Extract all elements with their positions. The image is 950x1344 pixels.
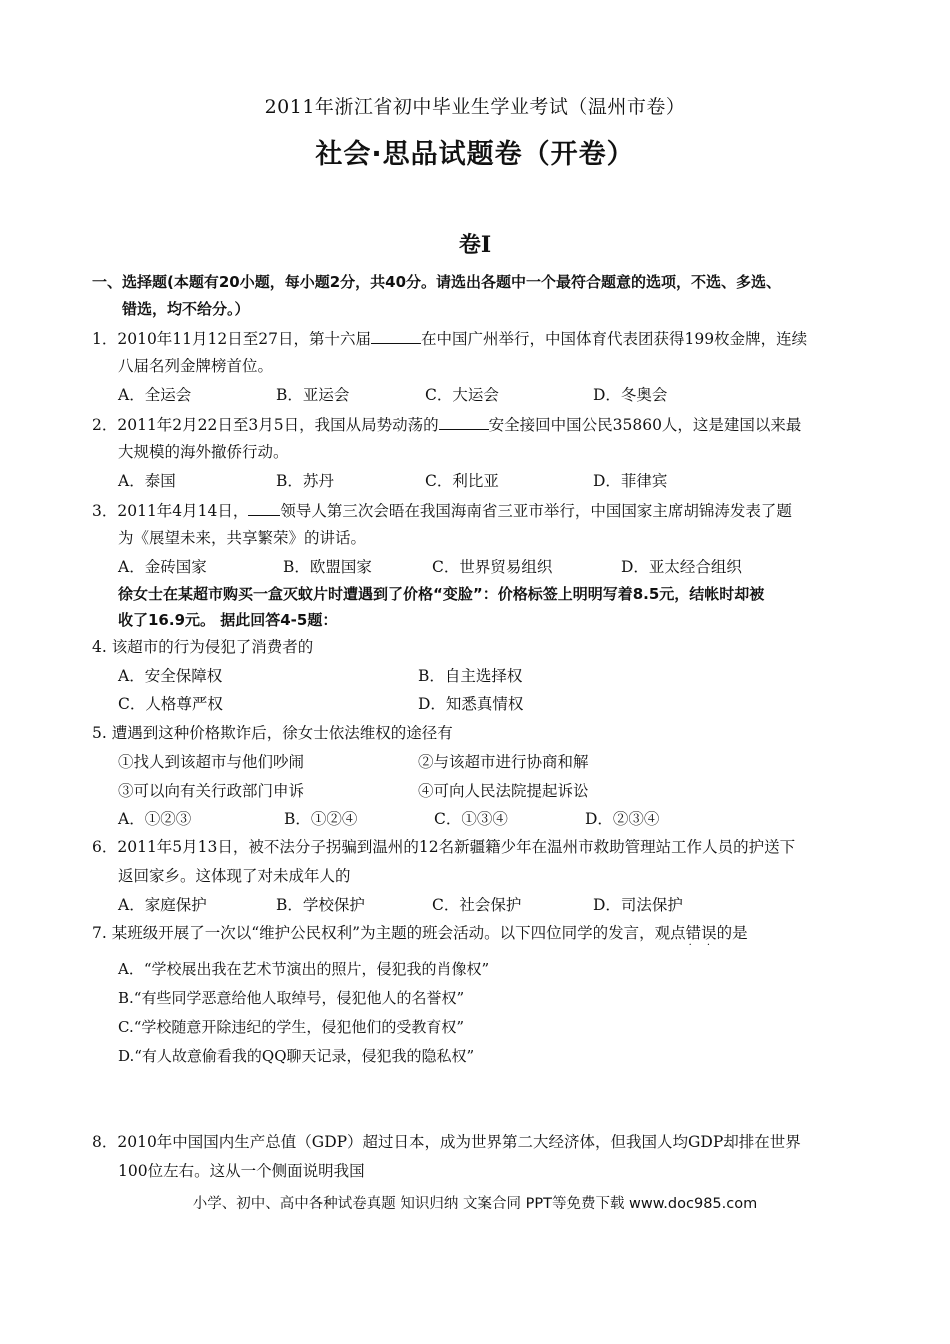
answer-blank (371, 327, 421, 344)
q6-option-b: B．学校保护 (276, 896, 365, 914)
q7-option-d: D.“有人故意偷看我的QQ聊天记录，侵犯我的隐私权” (118, 1047, 475, 1065)
q7-option-b: B.“有些同学恶意给他人取绰号，侵犯他人的名誉权” (118, 989, 465, 1007)
q2-option-b: B．苏丹 (276, 472, 334, 490)
section-instructions-line1: 一、选择题(本题有20小题，每小题2分，共40分。请选出各题中一个最符合题意的选项，不选、多选、 (92, 273, 782, 291)
q5-option-a: A．①②③ (118, 810, 192, 828)
question-3-line1: 3．2011年4月14日， 领导人第三次会晤在我国海南省三亚市举行，中国国家主席胡锦涛发表了题 (92, 499, 792, 521)
q3-option-b: B．欧盟国家 (283, 558, 372, 576)
q1-option-b: B．亚运会 (276, 386, 350, 404)
page-footer: 小学、初中、高中各种试卷真题 知识归纳 文案合同 PPT等免费下载 www.doc985.com (192, 1196, 758, 1212)
q6-option-c: C．社会保护 (432, 896, 522, 914)
q2-option-a: A．泰国 (118, 472, 176, 490)
exam-title: 2011年浙江省初中毕业生学业考试（温州市卷） (264, 96, 686, 118)
q1-option-c: C．大运会 (425, 386, 499, 404)
question-2-line1: 2．2011年2月22日至3月5日，我国从局势动荡的 安全接回中国公民35860人，这是建国以来最 (92, 413, 801, 435)
q5-item-1: ①找人到该超市与他们吵闹 (118, 753, 305, 771)
q3-option-a: A．金砖国家 (118, 558, 207, 576)
q5-option-c: C．①③④ (434, 810, 508, 828)
material-line1: 徐女士在某超市购买一盒灭蚊片时遭遇到了价格“变脸”：价格标签上明明写着8.5元，结帐时却被 (118, 585, 765, 603)
question-1-line2: 八届名列金牌榜首位。 (118, 357, 274, 375)
q4-option-a: A．安全保障权 (118, 667, 223, 685)
question-8-line1: 8．2010年中国国内生产总值（GDP）超过日本，成为世界第二大经济体，但我国人均GDP却排在世界 (92, 1133, 801, 1151)
q6-option-a: A．家庭保护 (118, 896, 207, 914)
q7-option-a: A．“学校展出我在艺术节演出的照片，侵犯我的肖像权” (118, 960, 490, 978)
question-5-stem: 5. 遭遇到这种价格欺诈后，徐女士依法维权的途径有 (92, 724, 453, 742)
q1-option-d: D．冬奥会 (593, 386, 668, 404)
q5-option-d: D．②③④ (585, 810, 660, 828)
q1-option-a: A．全运会 (118, 386, 192, 404)
question-6-line1: 6．2011年5月13日，被不法分子拐骗到温州的12名新疆籍少年在温州市救助管理站工作人员的护送下 (92, 838, 796, 856)
q5-item-2: ②与该超市进行协商和解 (418, 753, 589, 771)
q3-option-c: C．世界贸易组织 (432, 558, 553, 576)
q2-option-d: D．菲律宾 (593, 472, 668, 490)
q5-item-4: ④可向人民法院提起诉讼 (418, 782, 589, 800)
exam-subtitle: 社会·思品试题卷（开卷） (315, 139, 635, 170)
question-2-line2: 大规模的海外撤侨行动。 (118, 443, 289, 461)
answer-blank (248, 499, 280, 516)
question-1-line1: 1．2010年11月12日至27日，第十六届 在中国广州举行，中国体育代表团获得199枚金牌，连续 (92, 327, 807, 349)
question-7-stem: 7. 某班级开展了一次以“维护公民权利”为主题的班会活动。以下四位同学的发言，观点错误 · ·的是 (92, 923, 748, 943)
q4-option-b: B．自主选择权 (418, 667, 523, 685)
material-line2: 收了16.9元。 据此回答4-5题： (118, 611, 338, 629)
q2-option-c: C．利比亚 (425, 472, 499, 490)
q7-option-c: C.“学校随意开除违纪的学生，侵犯他们的受教育权” (118, 1018, 465, 1036)
emphasis-dotted-text: 错误 · · (686, 924, 717, 942)
q4-option-c: C．人格尊严权 (118, 695, 223, 713)
q5-item-3: ③可以向有关行政部门申诉 (118, 782, 305, 800)
q3-option-d: D．亚太经合组织 (621, 558, 742, 576)
q5-option-b: B．①②④ (284, 810, 358, 828)
question-4-stem: 4. 该超市的行为侵犯了消费者的 (92, 638, 314, 656)
section-instructions-line2: 错选，均不给分。） (122, 300, 250, 318)
question-8-line2: 100位左右。这从一个侧面说明我国 (118, 1162, 365, 1180)
volume-heading: 卷Ⅰ (458, 232, 492, 258)
q4-option-d: D．知悉真情权 (418, 695, 524, 713)
answer-blank (439, 413, 489, 430)
question-3-line2: 为《展望未来，共享繁荣》的讲话。 (118, 529, 367, 547)
q6-option-d: D．司法保护 (593, 896, 683, 914)
question-6-line2: 返回家乡。这体现了对未成年人的 (118, 867, 351, 885)
